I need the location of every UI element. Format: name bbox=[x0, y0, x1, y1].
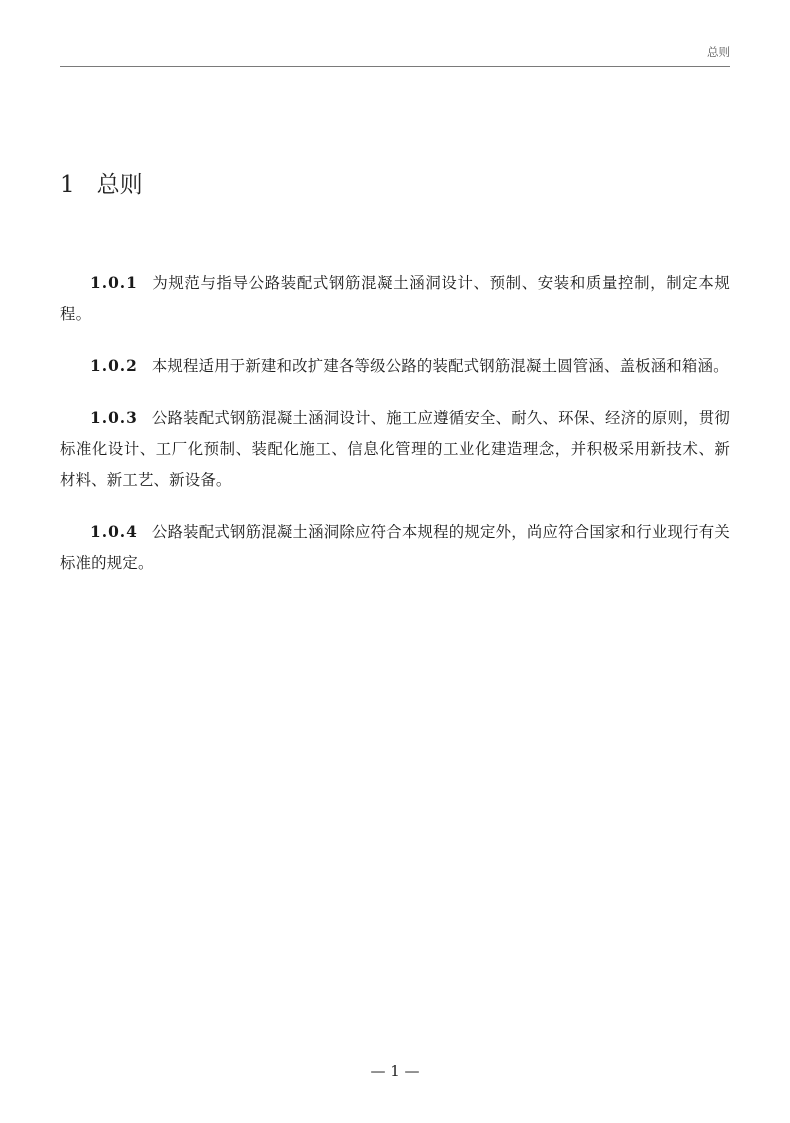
clause-list bbox=[60, 268, 730, 600]
running-header bbox=[60, 40, 730, 67]
chapter-number: 1 bbox=[60, 172, 75, 198]
clause-number: 1.0.2 bbox=[90, 357, 138, 375]
clause-text: 为规范与指导公路装配式钢筋混凝土涵洞设计、预制、安装和质量控制，制定本规程。 bbox=[60, 274, 730, 323]
clause-1-0-4 bbox=[60, 517, 730, 579]
clause-text: 本规程适用于新建和改扩建各等级公路的装配式钢筋混凝土圆管涵、盖板涵和箱涵。 bbox=[151, 357, 729, 375]
chapter-title-text: 总则 bbox=[96, 172, 143, 198]
clause-1-0-1 bbox=[60, 268, 730, 330]
clause-text: 公路装配式钢筋混凝土涵洞设计、施工应遵循安全、耐久、环保、经济的原则，贯彻标准化设计、工厂化预制、装配化施工、信息化管理的工业化建造理念，并积极采用新技术、新材料、新工艺、新设备。 bbox=[60, 409, 730, 489]
clause-text: 公路装配式钢筋混凝土涵洞除应符合本规程的规定外，尚应符合国家和行业现行有关标准的规定。 bbox=[60, 523, 730, 572]
clause-number: 1.0.4 bbox=[90, 523, 138, 541]
clause-1-0-3 bbox=[60, 403, 730, 496]
clause-1-0-2 bbox=[60, 351, 730, 382]
running-header-title: 总则 bbox=[707, 45, 730, 59]
clause-number: 1.0.1 bbox=[90, 274, 138, 292]
page-number: — 1 — bbox=[370, 1062, 420, 1080]
chapter-title bbox=[60, 166, 143, 199]
clause-number: 1.0.3 bbox=[90, 409, 138, 427]
